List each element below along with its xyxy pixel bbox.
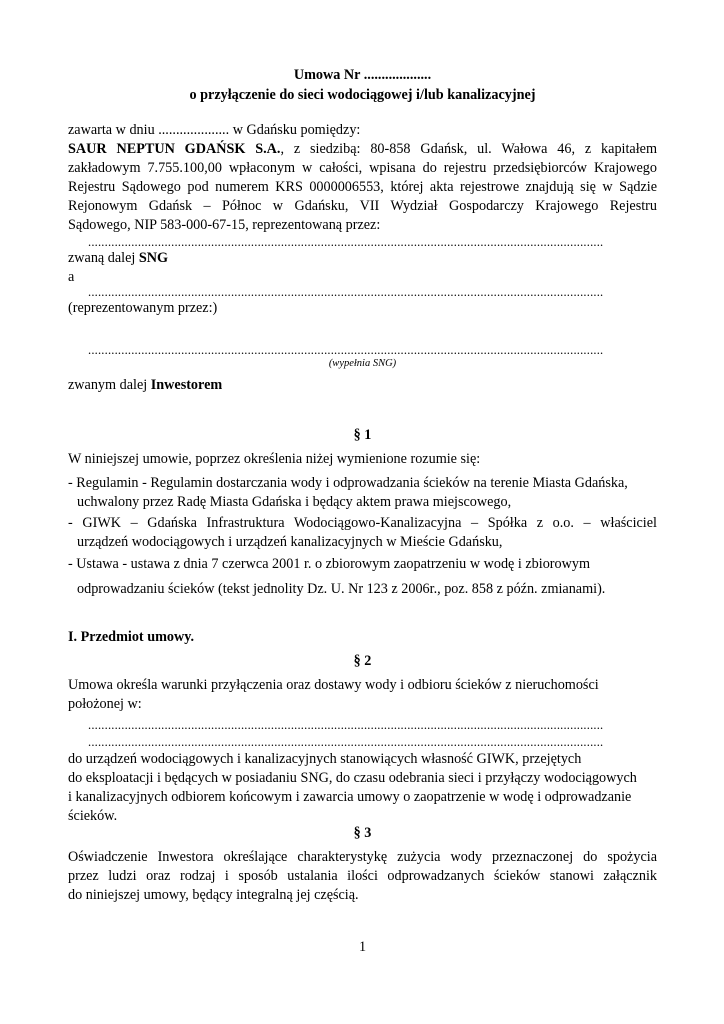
company-line-1 <box>68 140 657 159</box>
section-2-line-3: do urządzeń wodociągowych i kanalizacyjnych stanowiących własność GIWK, przejętych <box>68 751 582 767</box>
filled-by-note: (wypełnia SNG) <box>328 358 397 369</box>
contract-title: Umowa Nr ................... <box>293 67 432 83</box>
property-fill-line-2: ........................................................................................................................................................... <box>88 735 604 749</box>
page-number: 1 <box>358 939 367 955</box>
concluded-line: zawarta w dniu .................... w Gdańsku pomiędzy: <box>68 122 361 138</box>
def-ustawa-line-1: - Ustawa - ustawa z dnia 7 czerwca 2001 r. o zbiorowym zaopatrzeniu w wodę i zbiorowym <box>68 556 590 572</box>
investor-prefix: zwanym dalej <box>68 377 151 393</box>
contract-subtitle: o przyłączenie do sieci wodociągowej i/lub kanalizacyjnej <box>189 87 536 103</box>
called-prefix: zwaną dalej <box>68 250 139 266</box>
investor-rep-fill-line: ........................................................................................................................................................... <box>88 343 604 357</box>
def-giwk-line-1: - GIWK – Gdańska Infrastruktura Wodociągowo-Kanalizacyjna – Spółka z o.o. – właściciel <box>68 515 657 531</box>
def-giwk-line-2: urządzeń wodociągowych i urządzeń kanalizacyjnych w Mieście Gdańsku, <box>77 534 503 550</box>
represented-by-line: (reprezentowanym przez:) <box>68 300 218 316</box>
section-3-heading: § 3 <box>353 825 372 841</box>
company-line-4: Rejonowym Gdańsk – Północ w Gdańsku, VII Wydział Gospodarczy Krajowego Rejestru <box>68 198 657 214</box>
property-fill-line-1: ........................................................................................................................................................... <box>88 718 604 732</box>
representative-fill-line: ........................................................................................................................................................... <box>88 235 604 249</box>
def-regulamin-line-2: uchwalony przez Radę Miasta Gdańska i będący aktem prawa miejscowego, <box>77 494 512 510</box>
def-ustawa-line-2: odprowadzaniu ścieków (tekst jednolity Dz. U. Nr 123 z 2006r., poz. 858 z późn. zmianami). <box>77 581 606 597</box>
section-3-line-3: do niniejszej umowy, będący integralną jej częścią. <box>68 887 359 903</box>
company-line-2: zakładowym 7.755.100,00 wpłaconym w całości, wpisana do rejestru przedsiębiorców Krajowego <box>68 160 657 176</box>
section-1-lead: W niniejszej umowie, poprzez określenia niżej wymienione rozumie się: <box>68 451 481 467</box>
and-word: a <box>68 269 75 285</box>
section-2-line-6: ścieków. <box>68 808 118 824</box>
def-regulamin-line-1: - Regulamin - Regulamin dostarczania wody i odprowadzania ścieków na terenie Miasta Gdańska, <box>68 475 628 491</box>
section-2-line-4: do eksploatacji i będących w posiadaniu SNG, do czasu odebrania sieci i przyłączy wodociągowych <box>68 770 637 786</box>
company-address: , z siedzibą: 80-858 Gdańsk, ul. Wałowa 46, z kapitałem <box>280 141 657 157</box>
section-2-line-5: i kanalizacyjnych odbiorem końcowym i zawarcia umowy o zaopatrzenie w wodę i odprowadzanie <box>68 789 632 805</box>
section-3-line-1: Oświadczenie Inwestora określające charakterystykę zużycia wody przeznaczonej do spożycia <box>68 849 657 865</box>
called-sng-line <box>68 249 657 268</box>
company-line-5: Sądowego, NIP 583-000-67-15, reprezentowaną przez: <box>68 217 381 233</box>
part-1-heading: I. Przedmiot umowy. <box>68 629 195 645</box>
sng-abbrev: SNG <box>138 250 169 266</box>
company-line-3: Rejestru Sądowego pod numerem KRS 0000006553, której akta rejestrowe znajdują się w Sądzie <box>68 179 657 195</box>
investor-label: Inwestorem <box>150 377 223 393</box>
section-2-line-1: Umowa określa warunki przyłączenia oraz dostawy wody i odbioru ścieków z nieruchomości <box>68 677 599 693</box>
section-2-heading: § 2 <box>353 653 372 669</box>
called-investor-line <box>68 376 657 395</box>
company-name: SAUR NEPTUN GDAŃSK S.A. <box>68 141 281 157</box>
section-2-line-2: położonej w: <box>68 696 142 712</box>
investor-fill-line: ........................................................................................................................................................... <box>88 285 604 299</box>
section-3-line-2: przez ludzi oraz rodzaj i sposób ustalania ilości odprowadzanych ścieków stanowi załącznik <box>68 868 657 884</box>
section-1-heading: § 1 <box>353 427 372 443</box>
